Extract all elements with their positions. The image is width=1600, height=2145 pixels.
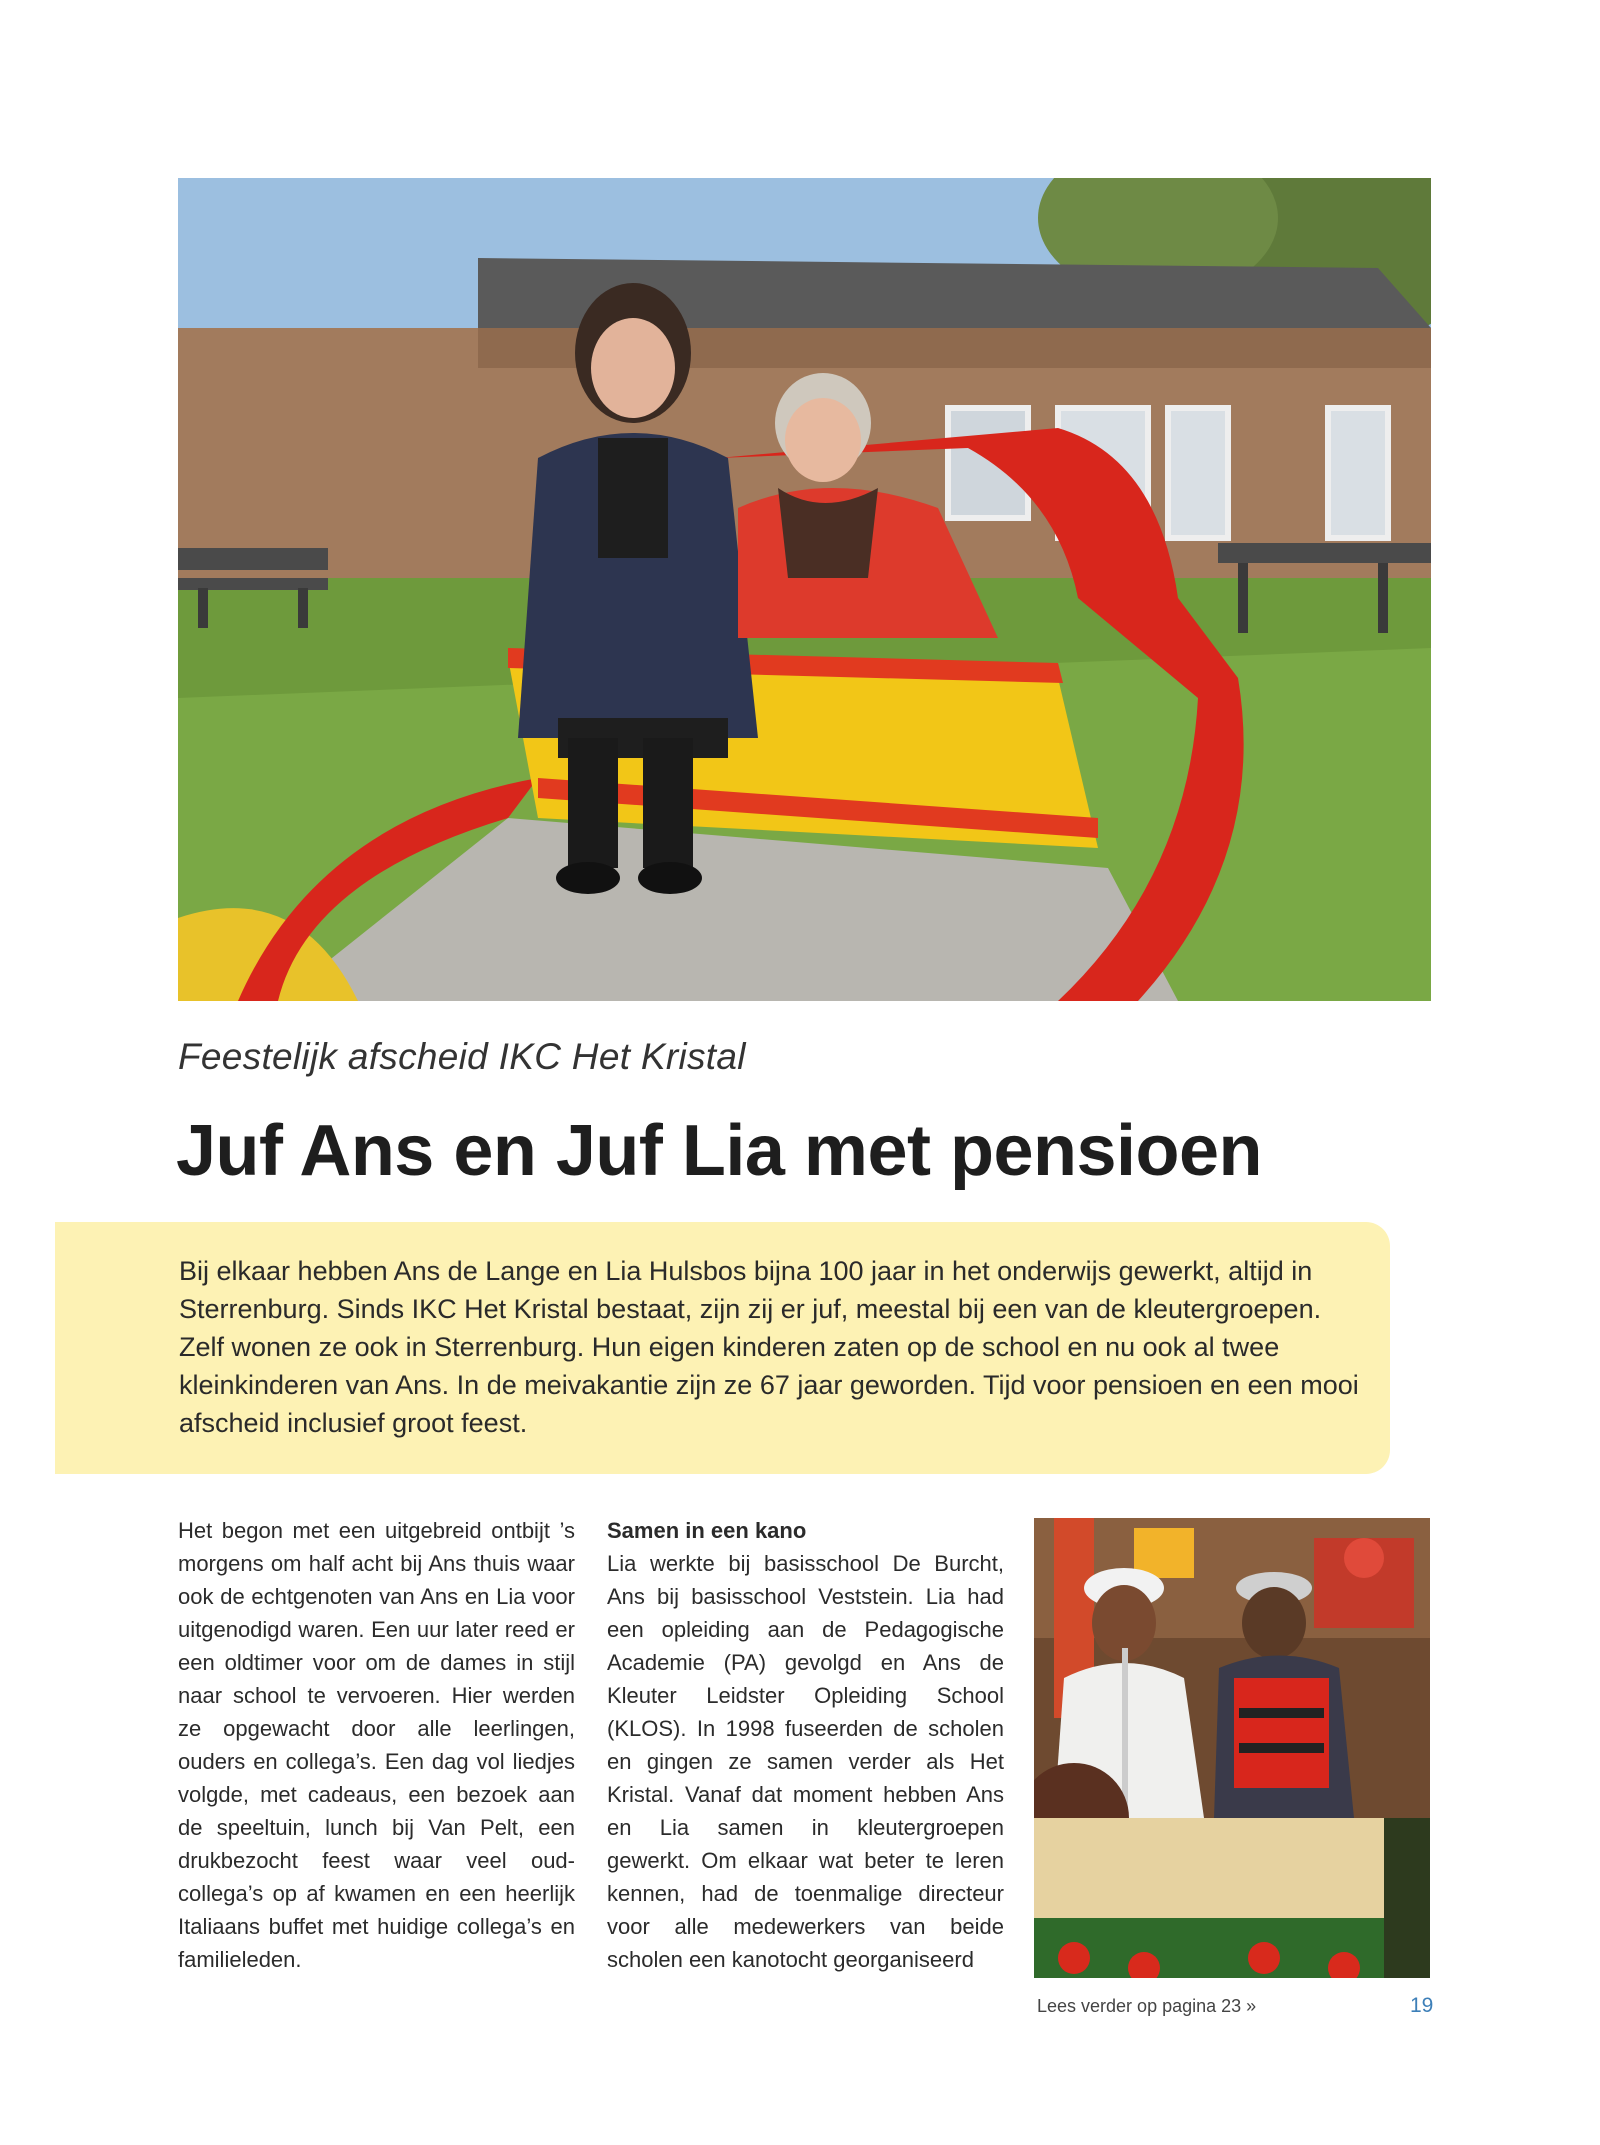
body-column-2-text: Lia werkte bij basisschool De Burcht, Ans bij basisschool Veststein. Lia had een opleiding aan de Pedagogische Academie (PA) gevolgd en Ans de Kleuter Leidster Opleiding School (KLOS). In 1998 fuseerden de scholen en gingen ze samen verder als Het Kristal. Vanaf dat moment hebben Ans en Lia samen in kleutergroepen gewerkt. Om elkaar wat beter te leren kennen, had de toenmalige directeur voor alle medewerkers van beide scholen een kanotocht georganiseerd: [607, 1551, 1004, 1972]
page-number: 19: [1410, 1994, 1434, 2017]
intro-box: [55, 1222, 1390, 1474]
body-column-2: [607, 1514, 1004, 1976]
article-kicker: Feestelijk afscheid IKC Het Kristal: [178, 1036, 746, 1077]
intro-text: Bij elkaar hebben Ans de Lange en Lia Hulsbos bijna 100 jaar in het onderwijs gewerkt, altijd in Sterrenburg. Sinds IKC Het Kristal bestaat, zijn zij er juf, meestal bij een van de kleutergroepen. Zelf wonen ze ook in Sterrenburg. Hun eigen kinderen zaten op de school en nu ook al twee kleinkinderen van Ans. In de meivakantie zijn ze 67 jaar geworden. Tijd voor pensioen en een mooi afscheid inclusief groot feest.: [179, 1256, 1359, 1438]
body-column-1: Het begon met een uitgebreid ontbijt ’s morgens om half acht bij Ans thuis waar ook de echtgenoten van Ans en Lia voor uitgenodigd waren. Een uur later reed er een oldtimer voor om de dames in stijl naar school te vervoeren. Hier werden ze opgewacht door alle leerlingen, ouders en collega’s. Een dag vol liedjes volgde, met cadeaus, een bezoek aan de speeltuin, lunch bij Van Pelt, een drukbezocht feest waar veel oud-collega’s op af kwamen en een heerlijk Italiaans buffet met huidige collega’s en familieleden.: [178, 1518, 575, 1972]
side-photo: [1034, 1518, 1430, 1978]
article-headline: Juf Ans en Juf Lia met pensioen: [176, 1111, 1263, 1191]
section-heading: Samen in een kano: [607, 1518, 807, 1543]
main-photo: [178, 178, 1431, 1001]
continue-note: Lees verder op pagina 23 »: [1037, 1996, 1257, 2016]
